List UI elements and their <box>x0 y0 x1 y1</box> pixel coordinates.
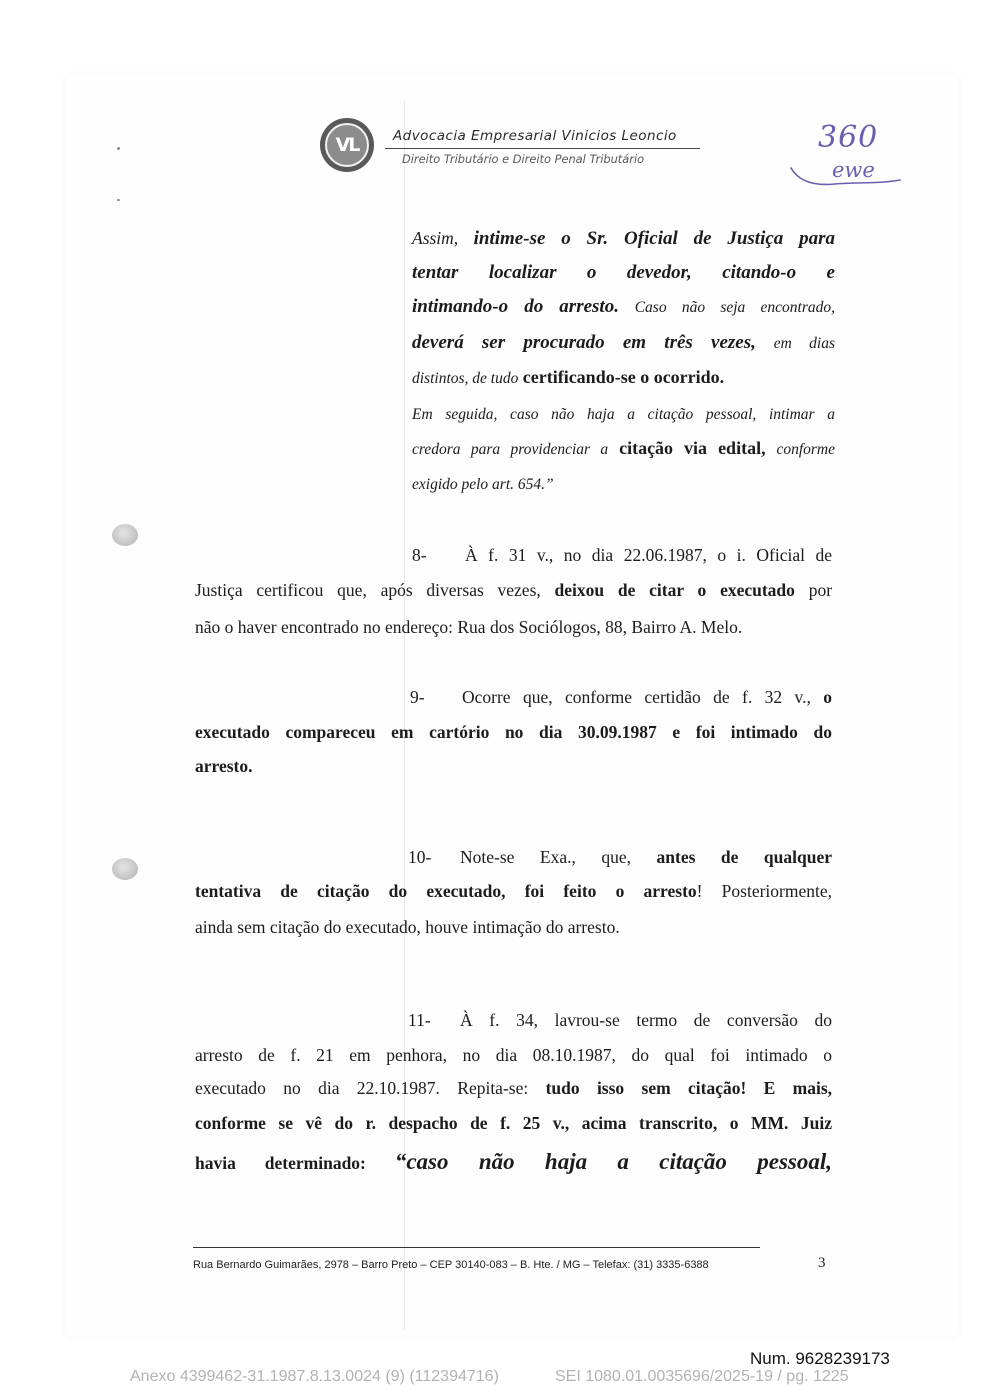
body-line <box>462 685 832 709</box>
text-segment: antes de qualquer <box>656 847 832 867</box>
text-segment: executado compareceu em cartório no dia 30.09.1987 e foi intimado do <box>195 722 832 742</box>
page-number: 3 <box>818 1255 826 1271</box>
text-segment: Assim, <box>412 228 459 248</box>
text-segment: À f. 34, lavrou-se termo de conversão do <box>460 1010 832 1030</box>
body-line <box>195 720 832 744</box>
text-segment: Note-se Exa., que, <box>460 847 632 867</box>
body-line <box>195 754 832 778</box>
handwritten-rubric: ewe <box>832 158 875 182</box>
firm-subtitle: Direito Tributário e Direito Penal Tributário <box>402 152 645 166</box>
text-segment: em dias <box>773 335 835 352</box>
text-segment: tentativa de citação do executado, foi feito o arresto <box>195 881 697 901</box>
text-segment: À f. 31 v., no dia 22.06.1987, o i. Oficial de <box>465 545 832 565</box>
text-segment: arresto de f. 21 em penhora, no dia 08.10.1987, do qual foi intimado o <box>195 1045 832 1065</box>
document-number-stamp: Num. 9628239173 <box>750 1349 890 1368</box>
text-segment: Em seguida, caso não haja a citação pessoal, intimar a <box>412 406 835 423</box>
text-segment: conforme <box>776 441 836 458</box>
text-segment: ainda sem citação do executado, houve intimação do arresto. <box>195 917 620 937</box>
text-segment: deverá ser procurado em três vezes, <box>412 332 756 353</box>
text-segment: “caso não haja a citação pessoal, <box>394 1149 832 1174</box>
firm-logo <box>320 118 374 172</box>
quote-line <box>412 365 835 391</box>
quote-line <box>412 436 835 462</box>
scan-fold-line <box>404 100 405 1330</box>
text-segment: citação via edital, <box>619 438 766 458</box>
quote-line <box>412 260 835 285</box>
punch-hole <box>112 858 138 880</box>
text-segment: tudo isso sem citação! E mais, <box>545 1078 833 1098</box>
paragraph-number: 8- <box>412 545 427 565</box>
text-segment: distintos, de tudo <box>412 370 519 387</box>
text-segment: Justiça certificou que, após diversas vezes, <box>195 580 541 600</box>
firm-name-underline <box>385 148 700 149</box>
text-segment: o <box>823 687 833 707</box>
text-segment: por <box>808 580 833 600</box>
body-line <box>195 615 832 639</box>
text-segment: não o haver encontrado no endereço: Rua dos Sociólogos, 88, Bairro A. Melo. <box>195 617 743 637</box>
body-line <box>195 578 832 602</box>
quote-line <box>412 401 835 427</box>
text-segment: exigido pelo art. 654.” <box>412 476 554 493</box>
body-line <box>460 1008 832 1032</box>
quote-line <box>412 471 835 497</box>
firm-logo-inner <box>325 123 369 167</box>
body-line <box>195 1148 832 1177</box>
body-line <box>195 1076 832 1100</box>
text-segment: conforme se vê do r. despacho de f. 25 v., acima transcrito, o MM. Juiz <box>195 1113 832 1133</box>
text-segment: Ocorre que, conforme certidão de f. 32 v., <box>462 687 811 707</box>
body-line <box>195 1043 832 1067</box>
firm-logo-text: VL <box>335 134 359 156</box>
text-segment: intime-se o Sr. Oficial de Justiça para <box>473 228 836 249</box>
text-segment: arresto. <box>195 756 253 776</box>
quote-line <box>412 294 835 320</box>
body-line <box>195 879 832 903</box>
quote-line <box>412 226 835 251</box>
quote-line <box>412 330 835 356</box>
sei-reference: SEI 1080.01.0035696/2025-19 / pg. 1225 <box>555 1368 849 1385</box>
handwritten-folio-number: 360 <box>818 120 879 155</box>
text-segment: deixou de citar o executado <box>554 580 795 600</box>
punch-hole <box>112 524 138 546</box>
scan-speck <box>117 147 120 150</box>
body-line <box>195 1111 832 1135</box>
footer-divider <box>193 1247 760 1248</box>
annex-reference: Anexo 4399462-31.1987.8.13.0024 (9) (112394716) <box>130 1368 499 1385</box>
text-segment: intimando-o do arresto. <box>412 296 619 317</box>
text-segment: havia determinado: <box>195 1153 366 1173</box>
body-line <box>465 543 832 567</box>
text-segment: ! Posteriormente, <box>696 881 832 901</box>
text-segment: credora para providenciar a <box>412 441 609 458</box>
text-segment: tentar localizar o devedor, citando-o e <box>412 262 835 283</box>
text-segment: Caso não seja encontrado, <box>634 299 836 316</box>
paragraph-number: 11- <box>408 1010 431 1030</box>
scan-speck <box>117 199 120 201</box>
body-line <box>460 845 832 869</box>
paragraph-number: 9- <box>410 687 425 707</box>
body-line <box>195 915 832 939</box>
text-segment: certificando-se o ocorrido. <box>522 367 725 387</box>
text-segment: executado no dia 22.10.1987. Repita-se: <box>195 1078 529 1098</box>
firm-name: Advocacia Empresarial Vinicios Leoncio <box>393 128 677 144</box>
footer-address: Rua Bernardo Guimarães, 2978 – Barro Preto – CEP 30140-083 – B. Hte. / MG – Telefax: (31) 3335-6388 <box>193 1259 709 1271</box>
paragraph-number: 10- <box>408 847 432 867</box>
